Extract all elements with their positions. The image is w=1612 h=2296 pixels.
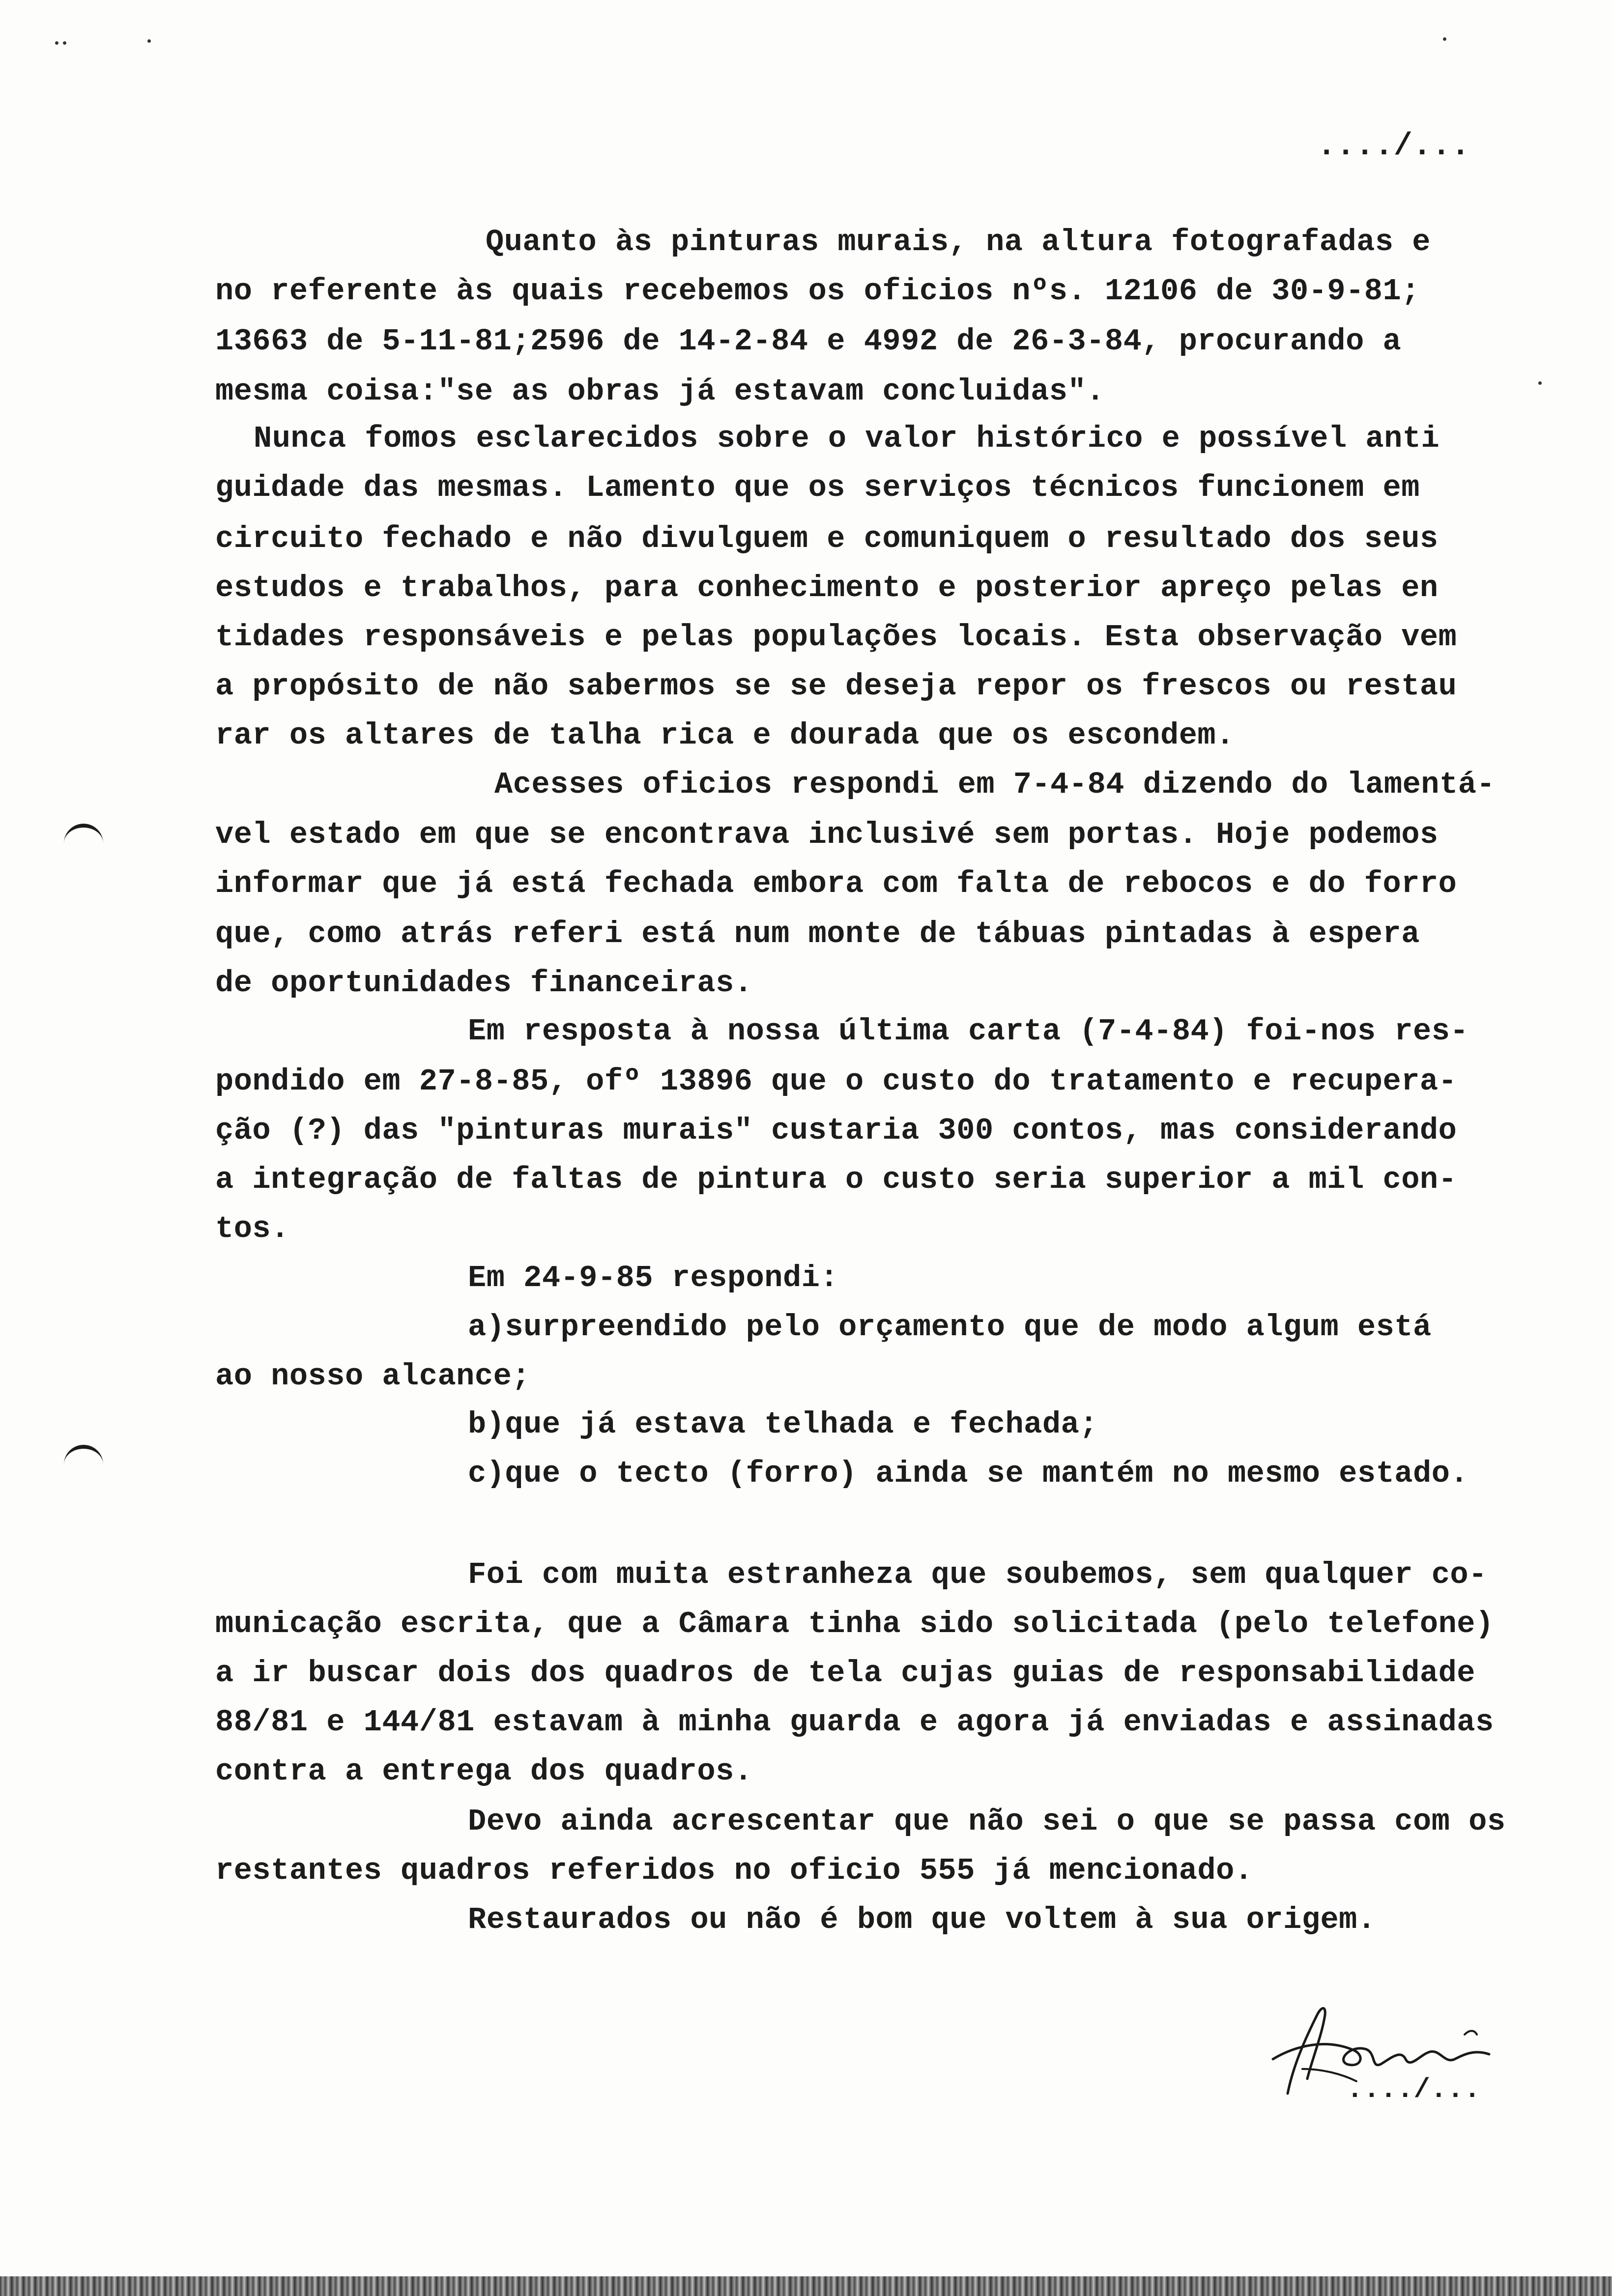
text-line: estudos e trabalhos, para conhecimento e posterior apreço pelas en [215,571,1439,605]
signature-continuation-ref: ..../... [1347,2074,1481,2105]
scan-speck [63,41,66,45]
text-line: rar os altares de talha rica e dourada que os escondem. [215,718,1235,753]
text-line: mesma coisa:"se as obras já estavam concluidas". [215,374,1105,409]
text-line: guidade das mesmas. Lamento que os serviços técnicos funcionem em [215,470,1420,505]
text-line: 88/81 e 144/81 estavam à minha guarda e agora já enviadas e assinadas [215,1705,1494,1740]
text-line: Foi com muita estranheza que soubemos, sem qualquer co- [468,1557,1487,1592]
text-line: tidades responsáveis e pelas populações locais. Esta observação vem [215,620,1457,655]
text-line: Em resposta à nossa última carta (7-4-84) foi-nos res- [468,1014,1469,1049]
text-line: Acesses oficios respondi em 7-4-84 dizendo do lamentá- [494,767,1496,802]
text-line: a)surpreendido pelo orçamento que de modo algum está [468,1310,1432,1345]
text-line: c)que o tecto (forro) ainda se mantém no mesmo estado. [468,1456,1469,1491]
text-line: tos. [215,1211,289,1246]
text-line: restantes quadros referidos no oficio 555 já mencionado. [215,1853,1253,1888]
page-continuation-ref: ..../... [1317,129,1470,164]
text-line: a ir buscar dois dos quadros de tela cujas guias de responsabilidade [215,1656,1476,1691]
text-line: Restaurados ou não é bom que voltem à sua origem. [468,1902,1376,1937]
text-line: Em 24-9-85 respondi: [468,1261,839,1295]
text-line: contra a entrega dos quadros. [215,1754,753,1789]
text-line: Nunca fomos esclarecidos sobre o valor histórico e possível anti [254,421,1440,456]
text-line: ao nosso alcance; [215,1359,531,1394]
text-line: 13663 de 5-11-81;2596 de 14-2-84 e 4992 de 26-3-84, procurando a [215,324,1402,359]
text-line: informar que já está fechada embora com falta de rebocos e do forro [215,866,1457,901]
punch-hole-mark [64,1445,103,1468]
text-line: de oportunidades financeiras. [215,966,753,1001]
text-line: vel estado em que se encontrava inclusivé sem portas. Hoje podemos [215,817,1439,852]
text-line: municação escrita, que a Câmara tinha sido solicitada (pelo telefone) [215,1607,1494,1641]
scan-speck [55,41,58,45]
scan-speck [1443,37,1446,41]
text-line: Quanto às pinturas murais, na altura fotografadas e [486,225,1431,259]
scan-speck [147,39,151,43]
text-line: circuito fechado e não divulguem e comuniquem o resultado dos seus [215,521,1439,556]
text-line: ção (?) das "pinturas murais" custaria 300 contos, mas considerando [215,1113,1457,1148]
text-line: no referente às quais recebemos os oficios nºs. 12106 de 30-9-81; [215,274,1420,309]
scan-speck [1538,381,1542,385]
text-line: a integração de faltas de pintura o custo seria superior a mil con- [215,1162,1457,1197]
text-line: que, como atrás referi está num monte de tábuas pintadas à espera [215,917,1420,951]
punch-hole-mark [64,824,103,847]
text-line: pondido em 27-8-85, ofº 13896 que o custo do tratamento e recupera- [215,1064,1457,1099]
text-line: Devo ainda acrescentar que não sei o que se passa com os [468,1804,1506,1839]
text-line: a propósito de não sabermos se se deseja repor os frescos ou restau [215,669,1457,704]
scan-bottom-edge [0,2276,1612,2296]
text-line: b)que já estava telhada e fechada; [468,1407,1098,1442]
